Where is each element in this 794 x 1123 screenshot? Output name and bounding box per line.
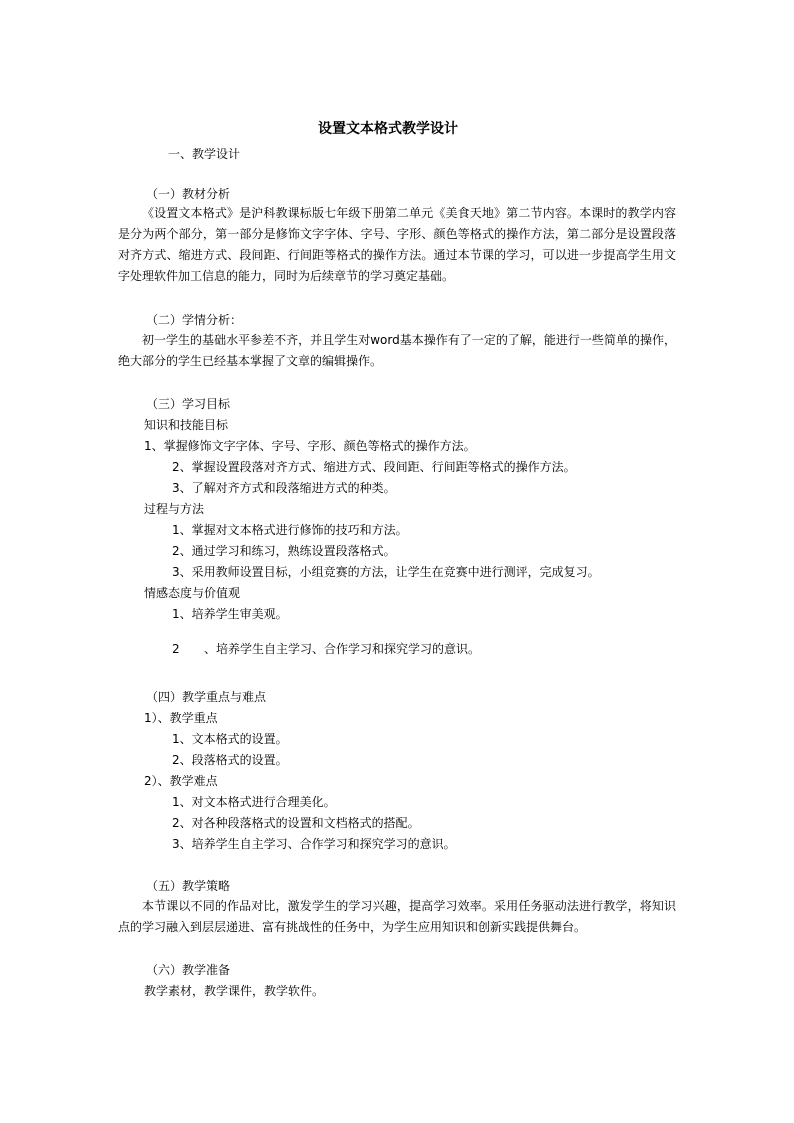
list-item: 1、文本格式的设置。 [172,732,288,746]
list-item: 2、掌握设置段落对齐方式、缩进方式、段间距、行间距等格式的操作方法。 [172,460,576,474]
heading-material-analysis: （一）教材分析 [146,187,231,201]
paragraph-material-analysis: 《设置文本格式》是沪科教课标版七年级下册第二单元《美食天地》第二节内容。本课时的教学内容是分为两个部分，第一部分是修饰文字字体、字号、字形、颜色等格式的操作方法，第二部分是设置段落对齐方式、缩进方式、段间距、行间距等格式的操作方法。通过本节课的学习，可以进一步提高学生用文字处理软件加工信息的能力，同时为后续章节的学习奠定基础。 [118,206,676,283]
list-item: 3、采用教师设置目标，小组竞赛的方法，让学生在竞赛中进行测评，完成复习。 [172,565,600,579]
list-item: 2、通过学习和练习，熟练设置段落格式。 [172,544,396,558]
subheading-difficult-points: 2）、教学难点 [144,774,218,788]
paragraph-learner-analysis: 初一学生的基础水平参差不齐，并且学生对word基本操作有了一定的了解，能进行一些简单的操作，绝大部分的学生已经基本掌握了文章的编辑操作。 [118,333,676,368]
paragraph-teaching-strategy: 本节课以不同的作品对比，激发学生的学习兴趣，提高学习效率。采用任务驱动法进行教学，将知识点的学习融入到层层递进、富有挑战性的任务中，为学生应用知识和创新实践提供舞台。 [118,899,676,934]
subheading-process-method: 过程与方法 [144,502,205,516]
section-heading-teaching-design: 一、教学设计 [168,147,241,161]
list-item-number: 2 [172,642,180,656]
list-item: 3、了解对齐方式和段落缩进方式的种类。 [172,481,396,495]
list-item: 1、掌握对文本格式进行修饰的技巧和方法。 [172,523,408,537]
document-title: 设置文本格式教学设计 [318,121,458,137]
subheading-knowledge-skills: 知识和技能目标 [144,418,229,432]
heading-teaching-strategy: （五）教学策略 [146,879,231,893]
list-item: 2、段落格式的设置。 [172,753,288,767]
heading-learner-analysis: （二）学情分析： [146,313,243,327]
list-item: 1、对文本格式进行合理美化。 [172,795,336,809]
subheading-key-points: 1）、教学重点 [144,711,218,725]
list-item: 1、培养学生审美观。 [172,607,288,621]
heading-learning-objectives: （三）学习目标 [146,397,231,411]
list-item: 2、对各种段落格式的设置和文档格式的搭配。 [172,816,420,830]
heading-key-difficult-points: （四）教学重点与难点 [146,690,267,704]
list-item: 、培养学生自主学习、合作学习和探究学习的意识。 [204,642,481,656]
list-item: 1、掌握修饰文字字体、字号、字形、颜色等格式的操作方法。 [144,439,476,453]
heading-teaching-preparation: （六）教学准备 [146,963,231,977]
paragraph-teaching-preparation: 教学素材，教学课件，教学软件。 [144,984,325,998]
list-item: 3、培养学生自主学习、合作学习和探究学习的意识。 [172,837,456,851]
subheading-emotion-values: 情感态度与价值观 [144,586,241,600]
